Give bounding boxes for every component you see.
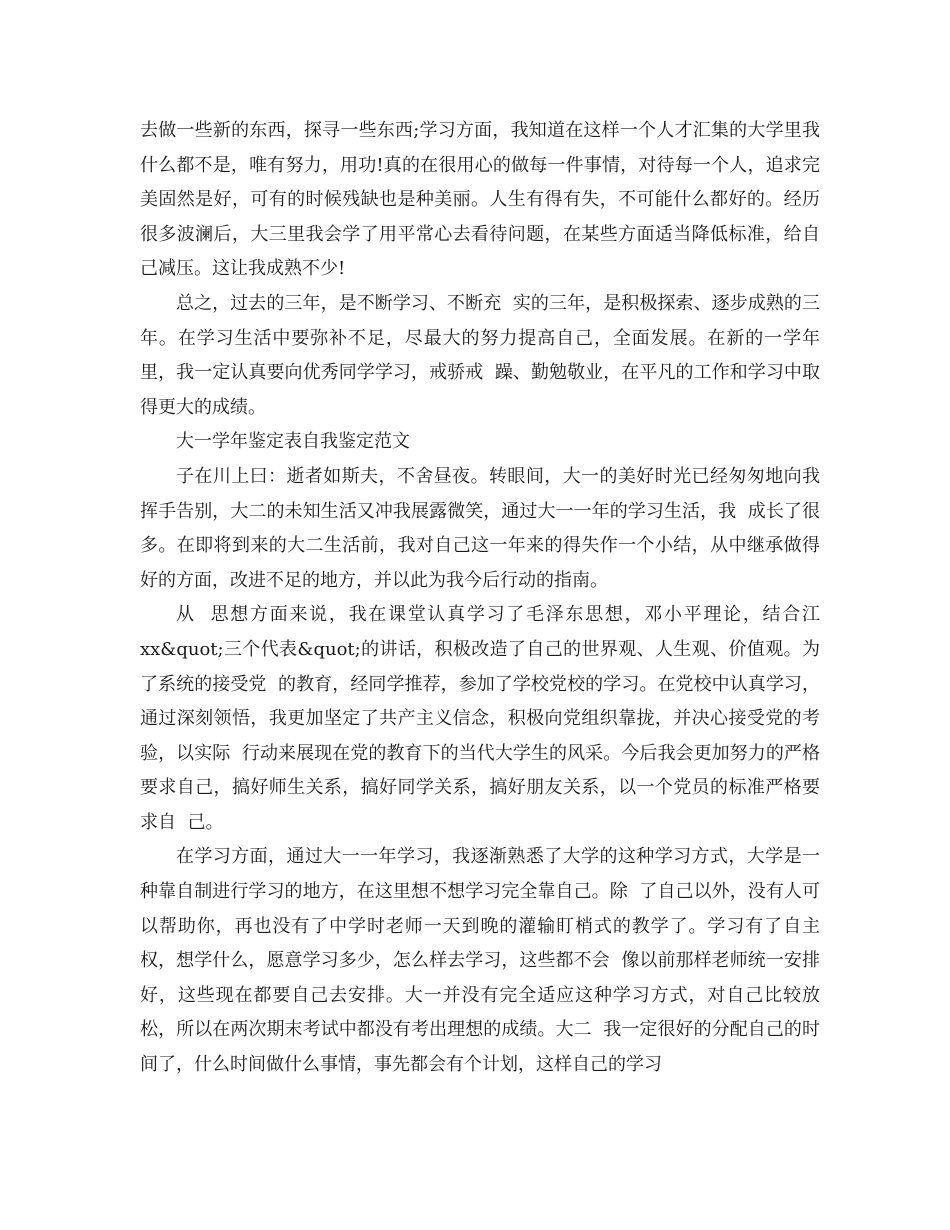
paragraph-3: 子在川上曰：逝者如斯夫，不舍昼夜。转眼间，大一的美好时光已经匆匆地向我挥手告别，大二的未知生活又冲我展露微笑，通过大一一年的学习生活，我 成长了很多。在即将到来的大二生活前，我对自己这一年来的得失作一个小结，从中继承做得好的方面，改进不足的地方，并以此为我今后行动的指南。: [140, 465, 820, 591]
paragraph-4: 从 思想方面来说，我在课堂认真学习了毛泽东思想，邓小平理论，结合江xx&quot;三个代表&quot;的讲话，积极改造了自己的世界观、人生观、价值观。为了系统的接受党 的教育，经同学推荐，参加了学校党校的学习。在党校中认真学习，通过深刻领悟，我更加坚定了共产主义信念，积极向党组织靠拢，并决心接受党的考验，以实际 行动来展现在党的教育下的当代大学生的风采。今后我会更加努力的严格要求自己，搞好师生关系，搞好同学关系，搞好朋友关系，以一个党员的标准严格要求自 己。: [140, 604, 820, 833]
paragraph-5: 在学习方面，通过大一一年学习，我逐渐熟悉了大学的这种学习方式，大学是一种靠自制进行学习的地方，在这里想不想学习完全靠自己。除 了自己以外，没有人可以帮助你，再也没有了中学时老师一天到晚的灌输盯梢式的教学了。学习有了自主权，想学什么，愿意学习多少，怎么样去学习，这些都不会 像以前那样老师统一安排好，这些现在都要自己去安排。大一并没有完全适应这种学习方式，对自己比较放松，所以在两次期末考试中都没有考出理想的成绩。大二 我一定很好的分配自己的时间了，什么时间做什么事情，事先都会有个计划，这样自己的学习: [140, 846, 820, 1076]
paragraph-2: 总之，过去的三年，是不断学习、不断充 实的三年，是积极探索、逐步成熟的三年。在学习生活中要弥补不足，尽最大的努力提高自己，全面发展。在新的一学年里，我一定认真要向优秀同学学习，戒骄戒 躁、勤勉敬业，在平凡的工作和学习中取得更大的成绩。: [140, 292, 820, 418]
paragraph-1: 去做一些新的东西，探寻一些东西;学习方面，我知道在这样一个人才汇集的大学里我什么都不是，唯有努力，用功!真的在很用心的做每一件事情，对待每一个人，追求完美固然是好，可有的时候残缺也是种美丽。人生有得有失，不可能什么都好的。经历很多波澜后，大三里我会学了用平常心去看待问题，在某些方面适当降低标准，给自己减压。这让我成熟不少!: [140, 120, 820, 280]
document-page: [140, 114, 820, 1083]
section-heading: 大一学年鉴定表自我鉴定范文: [176, 431, 410, 453]
